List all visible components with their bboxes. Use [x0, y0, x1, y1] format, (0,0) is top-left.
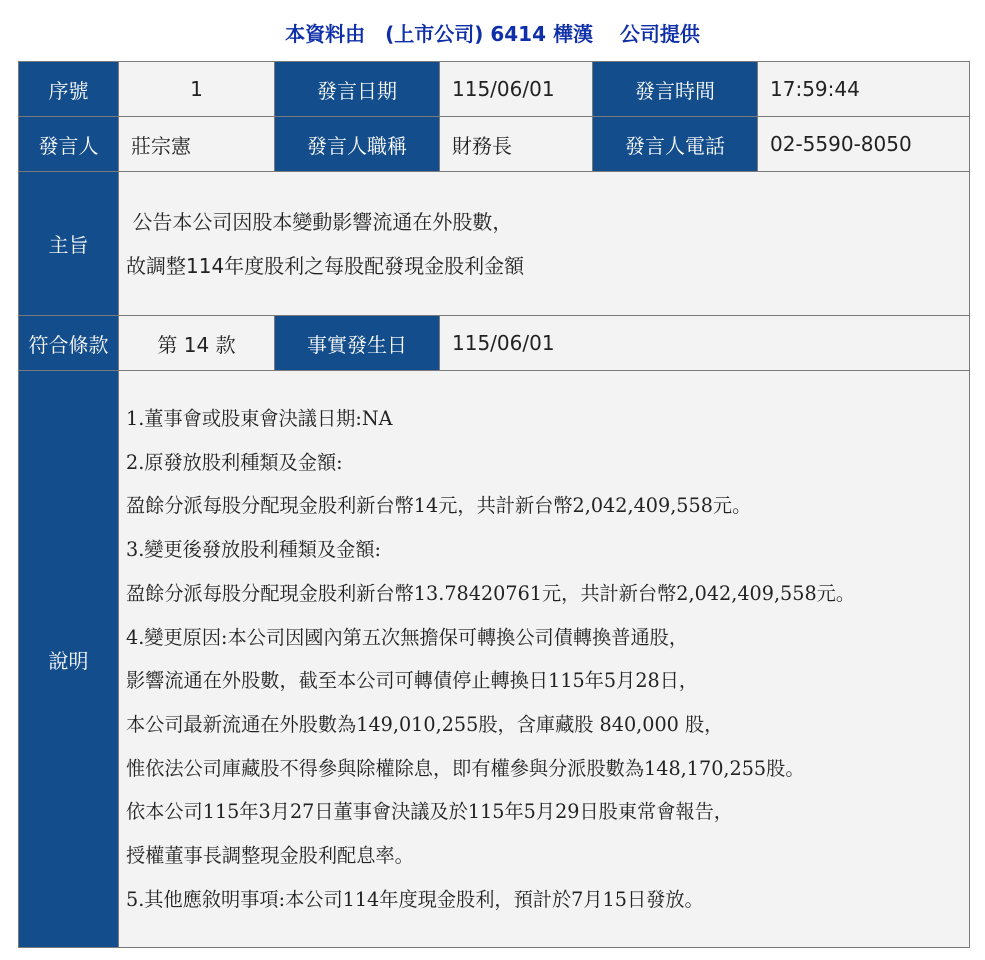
clause-label: 符合條款 [19, 316, 119, 371]
description-text [119, 371, 969, 921]
time-label: 發言時間 [593, 62, 758, 117]
fact-date-value: 115/06/01 [440, 316, 970, 371]
table-row-clause [19, 316, 970, 371]
date-value: 115/06/01 [440, 62, 593, 117]
description-line: 本公司最新流通在外股數為149,010,255股，含庫藏股 840,000 股， [126, 712, 724, 736]
speaker-title-label: 發言人職稱 [275, 117, 440, 172]
seq-value: 1 [119, 62, 275, 117]
description-line: 依本公司115年3月27日董事會決議及於115年5月29日股東常會報告， [126, 800, 733, 824]
description-line: 5.其他應敘明事項:本公司114年度現金股利，預計於7月15日發放。 [126, 887, 704, 911]
table-row-speaker [19, 117, 970, 172]
description-line: 4.變更原因:本公司因國內第五次無擔保可轉換公司債轉換普通股， [126, 625, 689, 649]
description-line: 盈餘分派每股分配現金股利新台幣14元，共計新台幣2,042,409,558元。 [126, 494, 752, 518]
seq-label: 序號 [19, 62, 119, 117]
page-title: 本資料由 (上市公司) 6414 樺漢 公司提供 [285, 22, 700, 46]
time-value: 17:59:44 [758, 62, 970, 117]
subject-label: 主旨 [19, 172, 119, 316]
description-line: 授權董事長調整現金股利配息率。 [126, 844, 414, 868]
subject-line: 故調整114年度股利之每股配發現金股利金額 [126, 253, 525, 278]
description-line: 影響流通在外股數，截至本公司可轉債停止轉換日115年5月28日， [126, 669, 699, 693]
description-cell [119, 371, 970, 948]
speaker-phone-label: 發言人電話 [593, 117, 758, 172]
table-row-meta [19, 62, 970, 117]
speaker-label: 發言人 [19, 117, 119, 172]
description-line: 3.變更後發放股利種類及金額: [126, 538, 382, 562]
speaker-value: 莊宗憲 [119, 117, 275, 172]
description-line: 2.原發放股利種類及金額: [126, 450, 343, 474]
clause-value: 第 14 款 [119, 316, 275, 371]
speaker-phone-value: 02-5590-8050 [758, 117, 970, 172]
fact-date-label: 事實發生日 [275, 316, 440, 371]
description-line: 惟依法公司庫藏股不得參與除權除息，即有權參與分派股數為148,170,255股。 [126, 756, 805, 780]
date-label: 發言日期 [275, 62, 440, 117]
subject-cell [119, 172, 970, 316]
description-line: 盈餘分派每股分配現金股利新台幣13.78420761元，共計新台幣2,042,409,558元。 [126, 581, 856, 605]
subject-text [119, 200, 969, 288]
announcement-table [18, 61, 970, 948]
speaker-title-value: 財務長 [440, 117, 593, 172]
description-label: 說明 [19, 371, 119, 948]
table-row-description [19, 371, 970, 948]
table-row-subject [19, 172, 970, 316]
subject-line: 公告本公司因股本變動影響流通在外股數， [126, 209, 513, 234]
description-line: 1.董事會或股東會決議日期:NA [126, 407, 393, 430]
